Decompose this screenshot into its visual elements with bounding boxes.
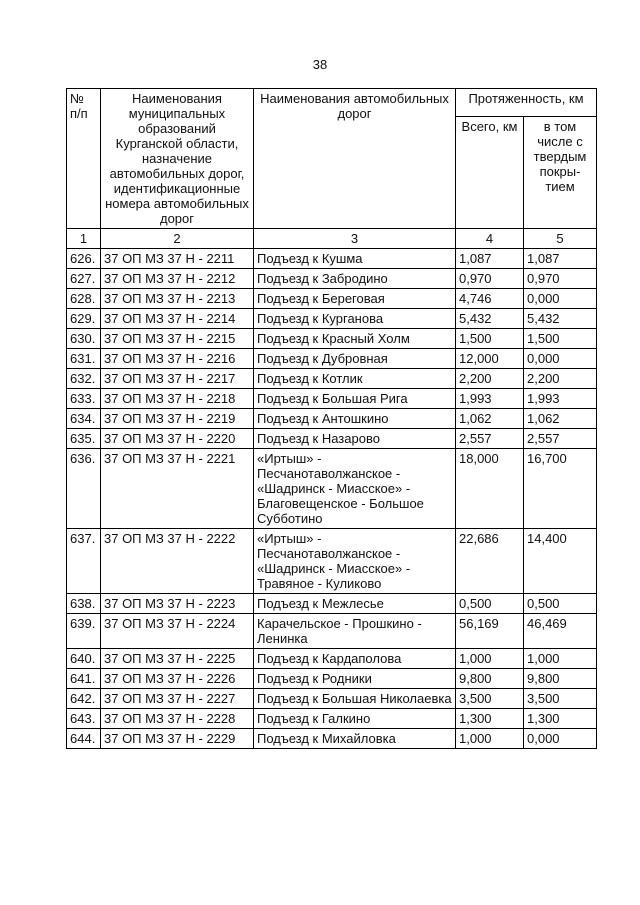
road-code: 37 ОП МЗ 37 Н - 2225 [101, 649, 254, 669]
length-total: 3,500 [456, 689, 524, 709]
column-number-row [67, 229, 597, 249]
road-name: Карачельское - Прошкино - Ленинка [254, 614, 456, 649]
road-code: 37 ОП МЗ 37 Н - 2224 [101, 614, 254, 649]
road-code: 37 ОП МЗ 37 Н - 2212 [101, 269, 254, 289]
road-code: 37 ОП МЗ 37 Н - 2214 [101, 309, 254, 329]
table-row [67, 614, 597, 649]
length-paved: 1,087 [524, 249, 597, 269]
table-row [67, 349, 597, 369]
road-code: 37 ОП МЗ 37 Н - 2213 [101, 289, 254, 309]
road-code: 37 ОП МЗ 37 Н - 2217 [101, 369, 254, 389]
table-row [67, 389, 597, 409]
table-row [67, 729, 597, 749]
row-number: 627. [67, 269, 101, 289]
road-name: Подъезд к Курганова [254, 309, 456, 329]
row-number: 636. [67, 449, 101, 529]
row-number: 631. [67, 349, 101, 369]
length-paved: 1,993 [524, 389, 597, 409]
row-number: 639. [67, 614, 101, 649]
length-paved: 1,062 [524, 409, 597, 429]
row-number: 632. [67, 369, 101, 389]
road-name: Подъезд к Назарово [254, 429, 456, 449]
table-row [67, 594, 597, 614]
row-number: 629. [67, 309, 101, 329]
table-row [67, 429, 597, 449]
length-paved: 9,800 [524, 669, 597, 689]
header-row [67, 89, 597, 117]
road-name: Подъезд к Галкино [254, 709, 456, 729]
length-total: 1,500 [456, 329, 524, 349]
roads-table [66, 88, 597, 749]
road-name: Подъезд к Большая Рига [254, 389, 456, 409]
length-total: 2,200 [456, 369, 524, 389]
header-paved: в том числе с твердым покры-тием [524, 117, 597, 229]
road-name: Подъезд к Межлесье [254, 594, 456, 614]
length-total: 18,000 [456, 449, 524, 529]
length-paved: 1,500 [524, 329, 597, 349]
road-name: Подъезд к Котлик [254, 369, 456, 389]
length-total: 0,970 [456, 269, 524, 289]
row-number: 640. [67, 649, 101, 669]
road-name: Подъезд к Дубровная [254, 349, 456, 369]
length-total: 0,500 [456, 594, 524, 614]
column-number: 1 [67, 229, 101, 249]
length-total: 1,993 [456, 389, 524, 409]
row-number: 641. [67, 669, 101, 689]
road-code: 37 ОП МЗ 37 Н - 2227 [101, 689, 254, 709]
table-row [67, 649, 597, 669]
row-number: 634. [67, 409, 101, 429]
road-code: 37 ОП МЗ 37 Н - 2219 [101, 409, 254, 429]
length-paved: 46,469 [524, 614, 597, 649]
table-row [67, 289, 597, 309]
row-number: 642. [67, 689, 101, 709]
length-paved: 0,000 [524, 349, 597, 369]
table-row [67, 369, 597, 389]
road-name: Подъезд к Родники [254, 669, 456, 689]
header-length: Протяженность, км [456, 89, 597, 117]
road-name: «Иртыш» - Песчанотаволжанское - «Шадринск - Миасское» - Травяное - Куликово [254, 529, 456, 594]
column-number: 2 [101, 229, 254, 249]
road-name: Подъезд к Михайловка [254, 729, 456, 749]
road-name: «Иртыш» - Песчанотаволжанское - «Шадринск - Миасское» - Благовещенское - Большое Субботино [254, 449, 456, 529]
road-name: Подъезд к Красный Холм [254, 329, 456, 349]
length-paved: 0,000 [524, 729, 597, 749]
length-total: 1,300 [456, 709, 524, 729]
length-paved: 1,300 [524, 709, 597, 729]
road-code: 37 ОП МЗ 37 Н - 2211 [101, 249, 254, 269]
table-body [67, 249, 597, 749]
length-paved: 2,200 [524, 369, 597, 389]
table-row [67, 309, 597, 329]
length-paved: 16,700 [524, 449, 597, 529]
row-number: 626. [67, 249, 101, 269]
road-code: 37 ОП МЗ 37 Н - 2223 [101, 594, 254, 614]
page-number: 38 [312, 57, 328, 72]
table-row [67, 409, 597, 429]
table-row [67, 709, 597, 729]
road-name: Подъезд к Антошкино [254, 409, 456, 429]
table-row [67, 529, 597, 594]
length-total: 1,000 [456, 729, 524, 749]
length-total: 1,062 [456, 409, 524, 429]
road-code: 37 ОП МЗ 37 Н - 2215 [101, 329, 254, 349]
road-code: 37 ОП МЗ 37 Н - 2218 [101, 389, 254, 409]
road-code: 37 ОП МЗ 37 Н - 2221 [101, 449, 254, 529]
length-paved: 0,500 [524, 594, 597, 614]
road-code: 37 ОП МЗ 37 Н - 2229 [101, 729, 254, 749]
column-number: 3 [254, 229, 456, 249]
header-road-names: Наименования автомобильных дорог [254, 89, 456, 229]
row-number: 643. [67, 709, 101, 729]
row-number: 635. [67, 429, 101, 449]
length-paved: 0,000 [524, 289, 597, 309]
length-paved: 3,500 [524, 689, 597, 709]
length-total: 56,169 [456, 614, 524, 649]
length-total: 1,087 [456, 249, 524, 269]
road-name: Подъезд к Береговая [254, 289, 456, 309]
length-total: 5,432 [456, 309, 524, 329]
header-total: Всего, км [456, 117, 524, 229]
length-total: 9,800 [456, 669, 524, 689]
table-row [67, 449, 597, 529]
header-num: № п/п [67, 89, 101, 229]
road-name: Подъезд к Кардаполова [254, 649, 456, 669]
row-number: 628. [67, 289, 101, 309]
road-code: 37 ОП МЗ 37 Н - 2220 [101, 429, 254, 449]
length-total: 12,000 [456, 349, 524, 369]
row-number: 630. [67, 329, 101, 349]
length-paved: 14,400 [524, 529, 597, 594]
road-code: 37 ОП МЗ 37 Н - 2216 [101, 349, 254, 369]
length-paved: 5,432 [524, 309, 597, 329]
road-name: Подъезд к Забродино [254, 269, 456, 289]
road-name: Подъезд к Кушма [254, 249, 456, 269]
row-number: 644. [67, 729, 101, 749]
table-row [67, 689, 597, 709]
row-number: 638. [67, 594, 101, 614]
length-total: 2,557 [456, 429, 524, 449]
table-row [67, 669, 597, 689]
row-number: 637. [67, 529, 101, 594]
road-name: Подъезд к Большая Николаевка [254, 689, 456, 709]
road-code: 37 ОП МЗ 37 Н - 2222 [101, 529, 254, 594]
column-number: 5 [524, 229, 597, 249]
length-paved: 0,970 [524, 269, 597, 289]
road-code: 37 ОП МЗ 37 Н - 2226 [101, 669, 254, 689]
header-municipal: Наименования муниципальных образований Курганской области, назначение автомобильных дорог, идентификационные номера автомобильных дорог [101, 89, 254, 229]
table-row [67, 269, 597, 289]
length-total: 22,686 [456, 529, 524, 594]
length-total: 4,746 [456, 289, 524, 309]
road-code: 37 ОП МЗ 37 Н - 2228 [101, 709, 254, 729]
length-paved: 1,000 [524, 649, 597, 669]
row-number: 633. [67, 389, 101, 409]
length-paved: 2,557 [524, 429, 597, 449]
table-row [67, 329, 597, 349]
table-row [67, 249, 597, 269]
column-number: 4 [456, 229, 524, 249]
length-total: 1,000 [456, 649, 524, 669]
